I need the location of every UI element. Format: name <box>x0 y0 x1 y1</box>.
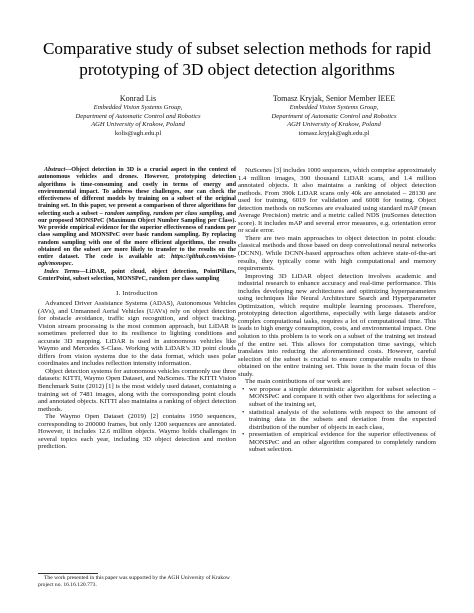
left-column <box>38 167 236 451</box>
author-department: Department of Automatic Control and Robotics <box>75 112 201 120</box>
right-column <box>238 167 436 454</box>
body-paragraph: Advanced Driver Assistance Systems (ADAS), Autonomous Vehicles (AVs), and Unmanned Aerial Vehicles (UAVs) rely on object detection for obstacle avoidance, traffic sign recognition, and object tracking. Vision stream processing is the most common approach, but LiDAR is sometimes preferred due to its resilience to lighting conditions and accurate 3D mapping. LiDAR is used in autonomous vehicles like Waymo and Mercedes S-Class. Working with LiDAR’s 3D point clouds differs from vision systems due to the data format, which uses polar coordinates and includes reflection intensity information. <box>38 300 236 368</box>
author-group: Embedded Vision Systems Group, <box>93 104 183 111</box>
author-block-1 <box>38 94 238 138</box>
author-name <box>234 94 434 104</box>
index-terms-label: Index Terms <box>44 268 80 275</box>
list-item: • we propose a simple deterministic algorithm for subset selection – MONSPeC and compare it with other two algorithms for selecting a subset of the training set, <box>249 386 436 409</box>
author-university: AGH University of Krakow, Poland <box>287 121 381 129</box>
list-item: • presentation of empirical evidence for the superior effectiveness of MONSPeC and an other algorithm compared to completely random subset selection. <box>249 431 436 454</box>
author-email: tomasz.kryjak@agh.edu.pl <box>298 129 370 137</box>
index-terms-text: LiDAR, point cloud, object detection, PointPillars, CenterPoint, subset selection, MONSPeC, random per class sampling <box>38 268 236 282</box>
author-department: Department of Automatic Control and Robotics <box>271 112 397 120</box>
body-paragraph: The main contributions of our work are: <box>245 378 353 386</box>
paper-title: Comparative study of subset selection methods for rapid prototyping of 3D object detection algorithms <box>42 39 432 79</box>
footnote-divider <box>38 573 98 574</box>
body-paragraph: The Waymo Open Dataset (2019) [2] contains 1950 sequences, corresponding to 200000 frames, but only 1200 sequences are annotated. However, it includes 12.6 million objects. Waymo holds challenges in several topics each year, including 3D object detection and motion prediction. <box>38 413 236 451</box>
abstract: Abstract—Object detection in 3D is a crucial aspect in the context of autonomous vehicles and drones. However, prototyping detection algorithms is time-consuming and costly in terms of energy and environmental impact. To address these challenges, one can check the effectiveness of different models by training on a subset of the original training set. In this paper, we present a comparison of three algorithms for selecting such a subset – random sampling, random per class sampling, and our proposed MONSPeC (Maximum Object Number Sampling per Class). We provide empirical evidence for the superior effectiveness of random per class sampling and MONSPeC over basic random sampling. By replacing random sampling with one of the more efficient algorithms, the results obtained on the subset are more likely to transfer to the results on the entire dataset. The code is available at: https://github.com/vision-agh/monspec. <box>38 167 236 268</box>
contributions-list <box>238 386 436 454</box>
body-paragraph: Object detection systems for autonomous vehicles commonly use three datasets: KITTI, Waymo Open Dataset, and NuScenes. The KITTI Vision Benchmark Suite (2012) [1] is the most widely used dataset, containing a training set of 7481 images, along with the corresponding point clouds and annotated objects. KITTI also maintains a ranking of object detection methods. <box>38 367 236 413</box>
body-paragraph: NuScenes [3] includes 1000 sequences, which comprise approximately 1.4 million images, 390 thousand LiDAR scans, and 1.4 million annotated objects. It also maintains a ranking of object detection methods. From 390k LiDAR scans only 40k are annotated – 28130 are used for training, 6019 for validation and 6008 for testing. Object detection methods on nuScenes are evaluated using standard mAP (mean Average Precision) metric and a metric called NDS (nuScenes detection score). It includes mAP and several error measures, e.g. orientation error or scale error. <box>238 167 436 235</box>
footnote: The work presented in this paper was supported by the AGH University of Krakow project no. 16.16.120.773. <box>38 575 230 588</box>
author-name: Konrad Lis <box>119 94 157 103</box>
abstract-text: Object detection in 3D is a crucial aspect in the context of autonomous vehicles and drones. However, prototyping detection algorithms is time-consuming and costly in terms of energy and environmental impact. To address these challenges, one can check the effectiveness of different models by training on a subset of the original training set. In this paper, we present a comparison of three algorithms for selecting such a subset – <box>38 167 236 217</box>
list-item: • statistical analysis of the solutions with respect to the amount of training data in the subsets and deviation from the expected distribution of the number of objects in each class, <box>249 409 436 432</box>
author-block-2 <box>234 94 434 138</box>
body-paragraph: Improving 3D LiDAR object detection involves academic and industrial research to enhance accuracy and real-time performance. This includes developing new architectures and optimizing hyperparameters using techniques like Neural Architecture Search and Hyperparameter Optimization, which require multiple learning processes. Therefore, prototyping detection algorithms, especially with large datasets and/or complex computational tasks, requires a lot of computational time. This leads to high energy consumption, costs, and environmental impact. One solution to this problem is to work on a subset of the training set instead of the entire set. This allows for computation time savings, which translates into reducing the aforementioned costs. However, careful selection of the subset is crucial to ensure comparable results to those obtained on the entire training set. This issue is the main focus of this study. <box>238 272 436 378</box>
abstract-text: MONSPeC <box>75 217 105 224</box>
author-email: kolis@agh.edu.pl <box>114 129 162 137</box>
abstract-label: Abstract <box>44 167 66 173</box>
body-paragraph: There are two main approaches to object detection in point clouds: classical methods and those based on deep convolutional neural networks (DCNN). While DCNN-based approaches often achieve state-of-the-art results, they typically come with high computational and memory requirements. <box>238 234 436 273</box>
index-terms: Index Terms—LiDAR, point cloud, object detection, PointPillars, CenterPoint, subset selection, MONSPeC, random per class sampling <box>38 268 236 282</box>
abstract-text: , and our proposed <box>38 210 236 224</box>
abstract-text: (Maximum Object Number Sampling per Class). We provide empirical evidence for the superior effectiveness of random per class sampling and MONSPeC over basic random sampling. By replacing random sampling with one of the more efficient algorithms, the results obtained on the subset are more likely to transfer to the results on the entire dataset. The code is available at: <box>38 217 236 260</box>
author-university: AGH University of Krakow, Poland <box>91 121 185 129</box>
abstract-emphasis: random sampling, random per class sampling <box>104 210 223 217</box>
section-heading: I. Introduction <box>116 290 158 297</box>
author-name-text: Tomasz Kryjak, Senior Member IEEE <box>272 94 396 103</box>
code-link[interactable]: https://github.com/vision-agh/monspec <box>38 254 236 268</box>
abstract-text: . <box>71 261 73 268</box>
author-group: Embedded Vision Systems Group, <box>289 104 379 111</box>
